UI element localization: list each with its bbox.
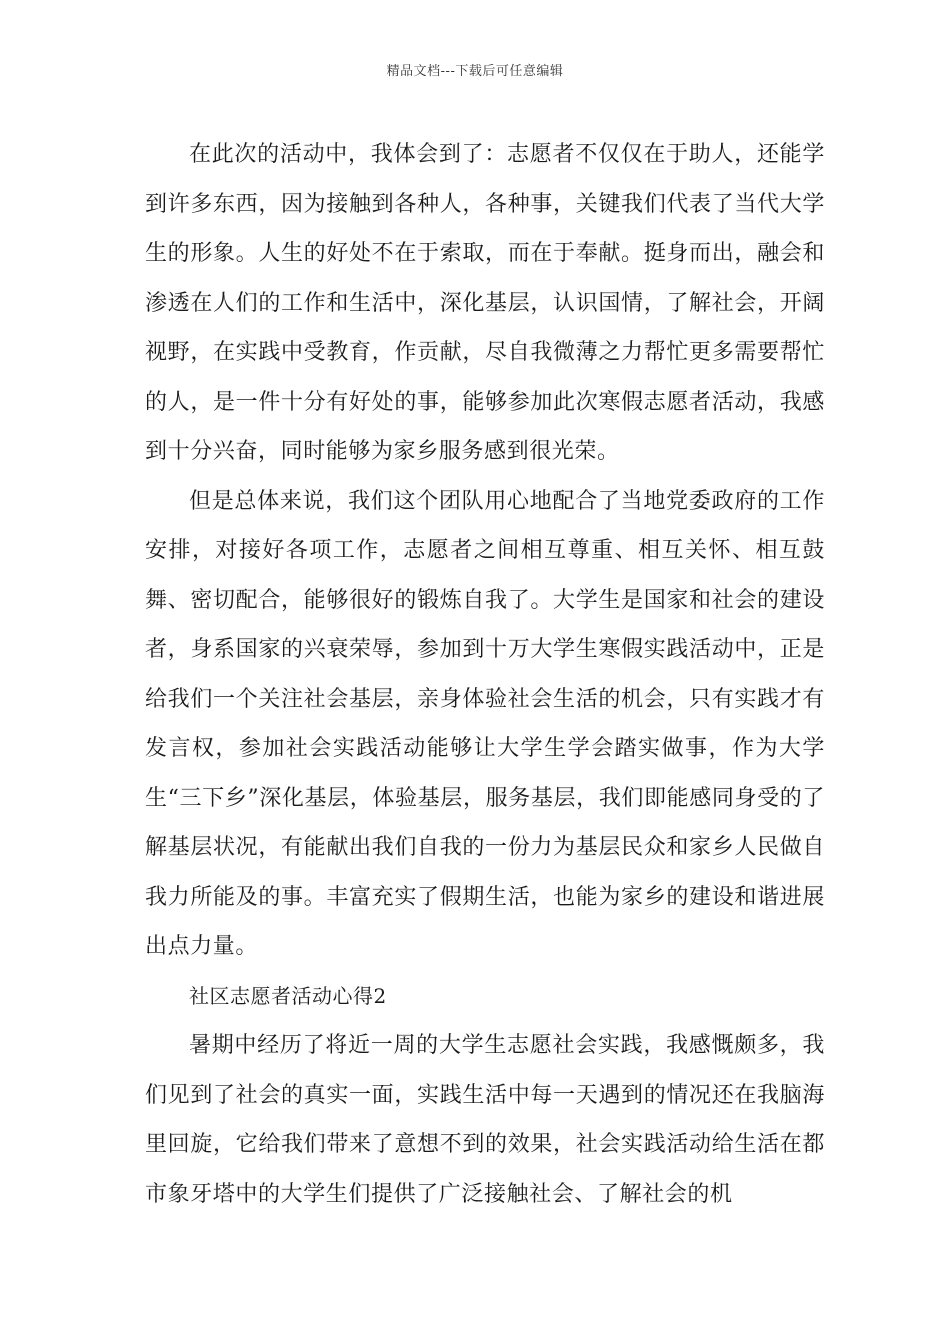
paragraph-2: 但是总体来说，我们这个团队用心地配合了当地党委政府的工作安排，对接好各项工作，志愿者之间相互尊重、相互关怀、相互鼓舞、密切配合，能够很好的锻炼自我了。大学生是国家和社会的建设者，身系国家的兴衰荣辱，参加到十万大学生寒假实践活动中，正是给我们一个关注社会基层，亲身体验社会生活的机会，只有实践才有发言权，参加社会实践活动能够让大学生学会踏实做事，作为大学生“三下乡”深化基层，体验基层，服务基层，我们即能感同身受的了解基层状况，有能献出我们自我的一份力为基层民众和家乡人民做自我力所能及的事。丰富充实了假期生活，也能为家乡的建设和谐进展出点力量。	[145, 488, 825, 959]
page-header: 精品文档---下载后可任意编辑	[386, 64, 564, 79]
document-body	[145, 130, 825, 1219]
paragraph-1: 在此次的活动中，我体会到了：志愿者不仅仅在于助人，还能学到许多东西，因为接触到各种人，各种事，关键我们代表了当代大学生的形象。人生的好处不在于索取，而在于奉献。挺身而出，融会和渗透在人们的工作和生活中，深化基层，认识国情，了解社会，开阔视野，在实践中受教育，作贡献，尽自我微薄之力帮忙更多需要帮忙的人，是一件十分有好处的事，能够参加此次寒假志愿者活动，我感到十分兴奋，同时能够为家乡服务感到很光荣。	[145, 142, 825, 464]
paragraph-3: 暑期中经历了将近一周的大学生志愿社会实践，我感慨颇多，我们见到了社会的真实一面，实践生活中每一天遇到的情况还在我脑海里回旋，它给我们带来了意想不到的效果，社会实践活动给生活在都市象牙塔中的大学生们提供了广泛接触社会、了解社会的机	[145, 1033, 825, 1207]
section-heading: 社区志愿者活动心得2	[189, 983, 387, 1008]
